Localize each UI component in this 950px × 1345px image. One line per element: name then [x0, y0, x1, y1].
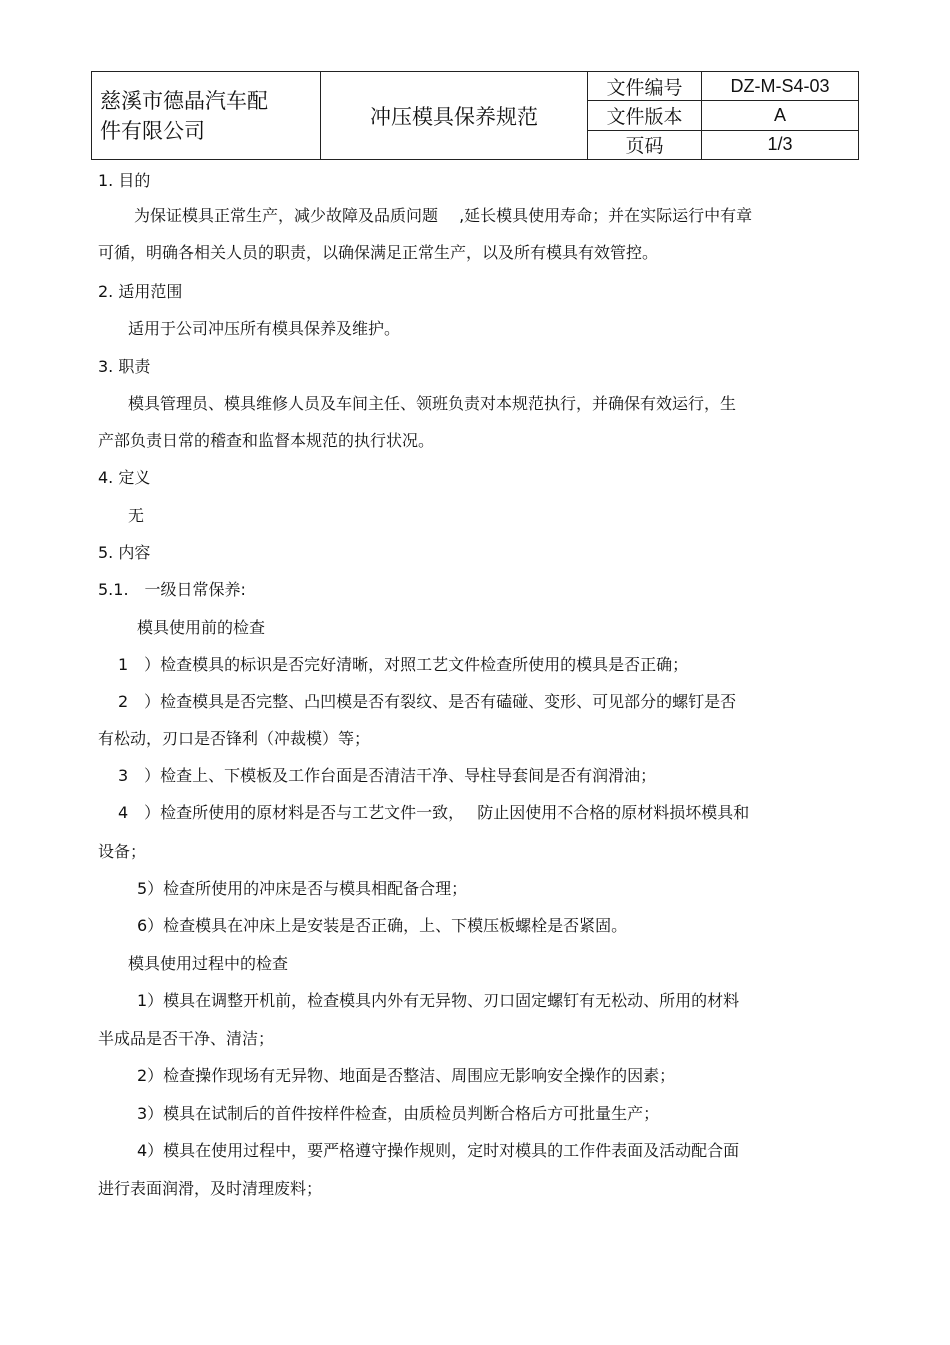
- in-use-check-heading: 模具使用过程中的检查: [128, 954, 289, 973]
- pre-use-check-heading: 模具使用前的检查: [137, 618, 266, 637]
- section-4-heading: 4. 定义: [98, 468, 151, 487]
- section-5-heading: 5. 内容: [98, 543, 151, 562]
- pre-use-item-2-line-2: 有松动，刃口是否锋利（冲裁模）等；: [98, 729, 371, 748]
- document-title: 冲压模具保养规范: [321, 72, 588, 160]
- purpose-line-1: 为保证模具正常生产，减少故障及品质问题 ,延长模具使用寿命；并在实际运行中有章: [134, 206, 753, 225]
- page-number-label: 页码: [588, 130, 702, 159]
- in-use-item-4-line-1: 4）模具在使用过程中，要严格遵守操作规则，定时对模具的工作件表面及活动配合面: [137, 1141, 740, 1160]
- definition-text: 无: [128, 506, 145, 525]
- in-use-item-4-line-2: 进行表面润滑，及时清理废料；: [98, 1179, 323, 1198]
- responsibility-line-2: 产部负责日常的稽查和监督本规范的执行状况。: [98, 431, 435, 450]
- page-number-value: 1/3: [702, 130, 859, 159]
- scope-text: 适用于公司冲压所有模具保养及维护。: [128, 319, 401, 338]
- in-use-item-1-line-2: 半成品是否干净、清洁；: [98, 1029, 275, 1048]
- subsection-5-1-heading: 5.1. 一级日常保养:: [98, 580, 246, 599]
- section-3-heading: 3. 职责: [98, 357, 151, 376]
- pre-use-item-4-line-1: 4 ）检查所使用的原材料是否与工艺文件一致， 防止因使用不合格的原材料损坏模具和: [118, 803, 750, 822]
- document-header-table: [91, 71, 859, 160]
- purpose-line-2: 可循，明确各相关人员的职责，以确保满足正常生产，以及所有模具有效管控。: [98, 243, 659, 262]
- pre-use-item-6: 6）检查模具在冲床上是安装是否正确，上、下模压板螺栓是否紧固。: [137, 916, 628, 935]
- company-name: [92, 72, 321, 160]
- in-use-item-2: 2）检查操作现场有无异物、地面是否整洁、周围应无影响安全操作的因素；: [137, 1066, 676, 1085]
- responsibility-line-1: 模具管理员、模具维修人员及车间主任、领班负责对本规范执行，并确保有效运行，生: [128, 394, 737, 413]
- pre-use-item-3: 3 ）检查上、下模板及工作台面是否清洁干净、导柱导套间是否有润滑油；: [118, 766, 657, 785]
- doc-version-label: 文件版本: [588, 101, 702, 130]
- doc-number-label: 文件编号: [588, 72, 702, 101]
- in-use-item-1-line-1: 1）模具在调整开机前，检查模具内外有无异物、刃口固定螺钉有无松动、所用的材料: [137, 991, 740, 1010]
- doc-number-value: DZ-M-S4-03: [702, 72, 859, 101]
- pre-use-item-4-line-2: 设备；: [98, 842, 147, 861]
- company-name-line1: 慈溪市德晶汽车配: [100, 88, 268, 113]
- pre-use-item-2-line-1: 2 ）检查模具是否完整、凸凹模是否有裂纹、是否有磕碰、变形、可见部分的螺钉是否: [118, 692, 737, 711]
- section-1-heading: 1. 目的: [98, 171, 151, 190]
- company-name-line2: 件有限公司: [100, 118, 205, 143]
- doc-version-value: A: [702, 101, 859, 130]
- section-2-heading: 2. 适用范围: [98, 282, 183, 301]
- in-use-item-3: 3）模具在试制后的首件按样件检查，由质检员判断合格后方可批量生产；: [137, 1104, 660, 1123]
- pre-use-item-1: 1 ）检查模具的标识是否完好清晰，对照工艺文件检查所使用的模具是否正确；: [118, 655, 689, 674]
- pre-use-item-5: 5）检查所使用的冲床是否与模具相配备合理；: [137, 879, 468, 898]
